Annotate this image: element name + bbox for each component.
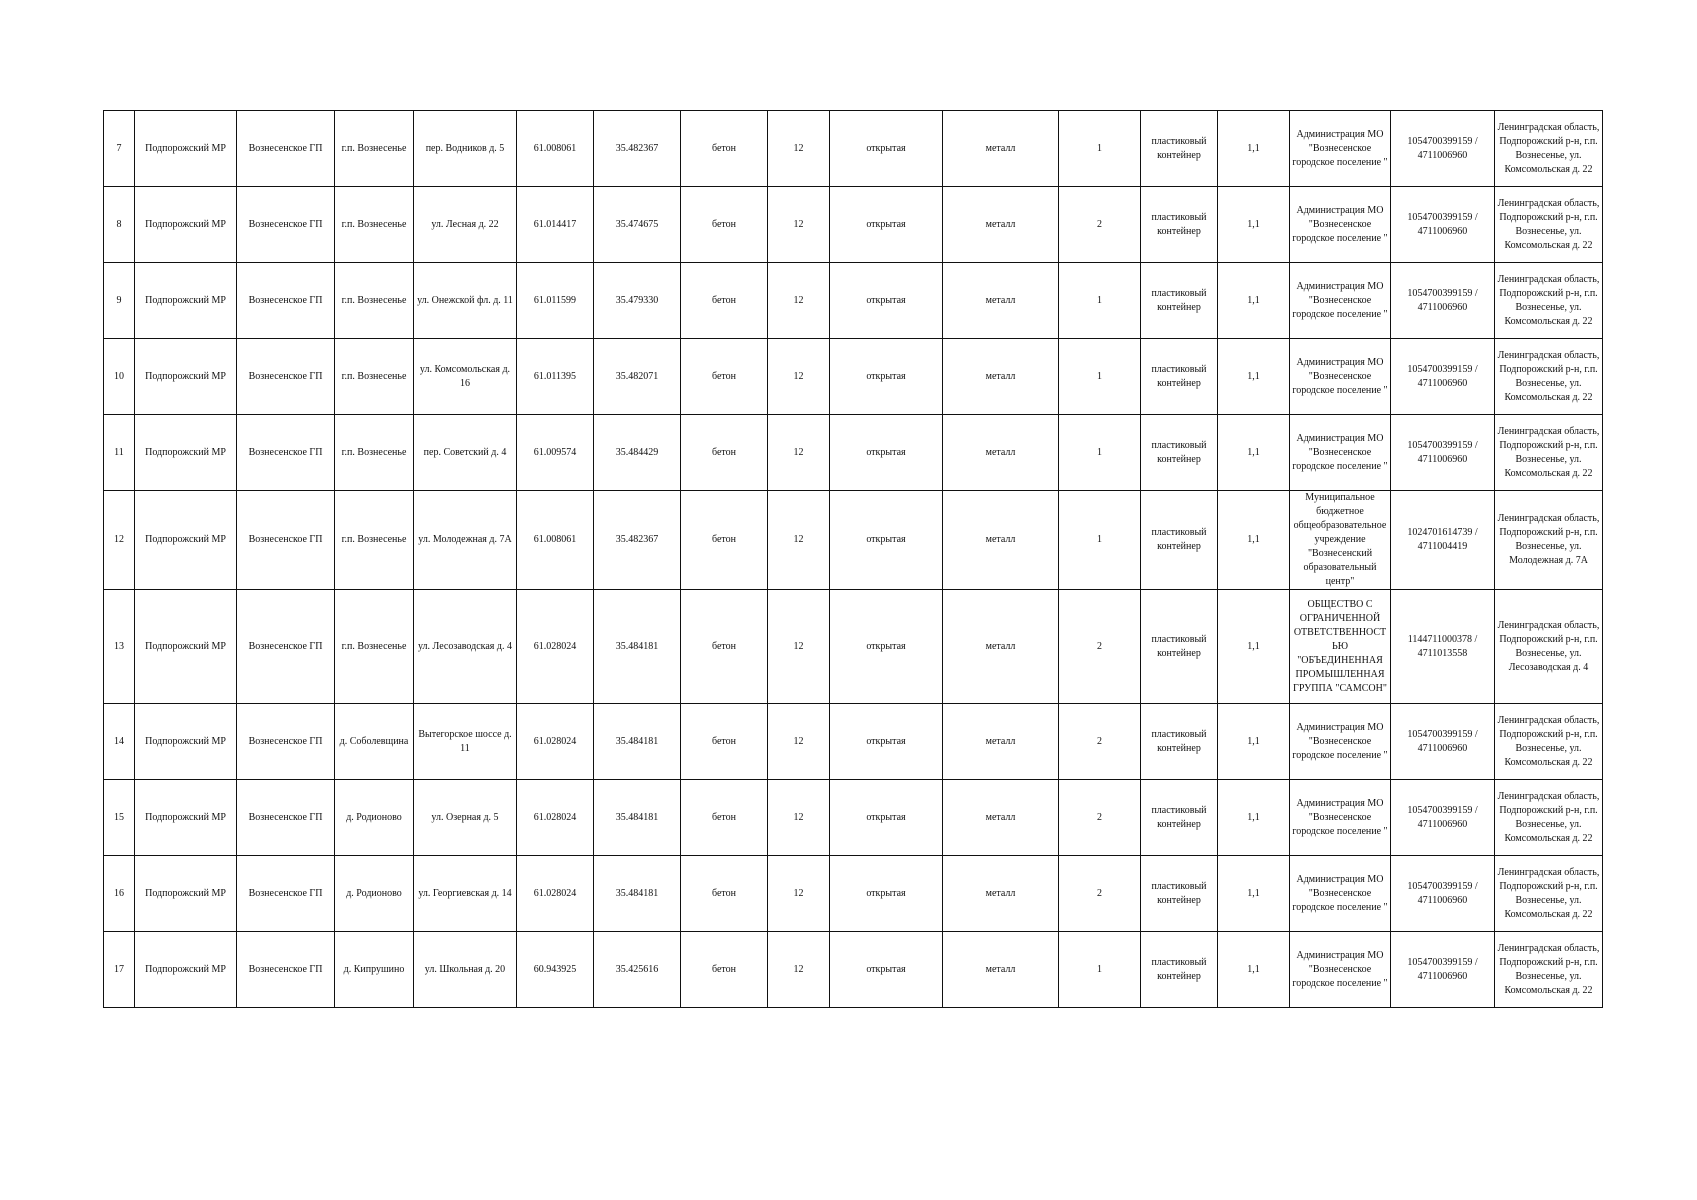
district-cell: Подпорожский МР [135,263,237,339]
longitude-cell: 35.484181 [594,704,681,780]
district-cell: Подпорожский МР [135,856,237,932]
site-type-cell: открытая [830,932,943,1008]
table-row [104,187,1603,263]
fence-cell: металл [943,415,1059,491]
longitude-cell: 35.482367 [594,111,681,187]
container-count-cell: 1 [1059,263,1141,339]
owner-cell: Администрация МО "Вознесенское городское поселение " [1290,856,1391,932]
owner-address-cell: Ленинградская область, Подпорожский р-н, г.п. Вознесенье, ул. Комсомольская д. 22 [1495,187,1603,263]
container-type-cell: пластиковый контейнер [1141,415,1218,491]
container-type-cell: пластиковый контейнер [1141,491,1218,590]
longitude-cell: 35.474675 [594,187,681,263]
table-row [104,415,1603,491]
area-cell: 12 [768,187,830,263]
container-count-cell: 1 [1059,415,1141,491]
area-cell: 12 [768,932,830,1008]
settlement-cell: Вознесенское ГП [237,263,335,339]
surface-cell: бетон [681,590,768,704]
container-count-cell: 1 [1059,111,1141,187]
site-type-cell: открытая [830,187,943,263]
table-body [104,111,1603,1008]
site-type-cell: открытая [830,491,943,590]
table-row [104,111,1603,187]
latitude-cell: 61.008061 [517,111,594,187]
address-cell: ул. Онежской фл. д. 11 [414,263,517,339]
table-row [104,704,1603,780]
locality-cell: г.п. Вознесенье [335,339,414,415]
locality-cell: г.п. Вознесенье [335,111,414,187]
longitude-cell: 35.484181 [594,590,681,704]
volume-cell: 1,1 [1218,704,1290,780]
ogrn-inn-cell: 1054700399159 / 4711006960 [1391,932,1495,1008]
fence-cell: металл [943,339,1059,415]
latitude-cell: 61.014417 [517,187,594,263]
row-number-cell: 13 [104,590,135,704]
longitude-cell: 35.479330 [594,263,681,339]
container-count-cell: 1 [1059,339,1141,415]
site-type-cell: открытая [830,704,943,780]
container-type-cell: пластиковый контейнер [1141,856,1218,932]
table-row [104,932,1603,1008]
owner-address-cell: Ленинградская область, Подпорожский р-н, г.п. Вознесенье, ул. Комсомольская д. 22 [1495,263,1603,339]
settlement-cell: Вознесенское ГП [237,111,335,187]
ogrn-inn-cell: 1144711000378 / 4711013558 [1391,590,1495,704]
table-row [104,590,1603,704]
fence-cell: металл [943,704,1059,780]
ogrn-inn-cell: 1054700399159 / 4711006960 [1391,704,1495,780]
ogrn-inn-cell: 1054700399159 / 4711006960 [1391,111,1495,187]
address-cell: ул. Школьная д. 20 [414,932,517,1008]
area-cell: 12 [768,780,830,856]
site-type-cell: открытая [830,780,943,856]
owner-address-cell: Ленинградская область, Подпорожский р-н, г.п. Вознесенье, ул. Молодежная д. 7А [1495,491,1603,590]
fence-cell: металл [943,263,1059,339]
district-cell: Подпорожский МР [135,415,237,491]
address-cell: ул. Лесная д. 22 [414,187,517,263]
address-cell: пер. Советский д. 4 [414,415,517,491]
longitude-cell: 35.482071 [594,339,681,415]
longitude-cell: 35.484181 [594,856,681,932]
fence-cell: металл [943,932,1059,1008]
locality-cell: д. Соболевщина [335,704,414,780]
row-number-cell: 11 [104,415,135,491]
site-type-cell: открытая [830,339,943,415]
row-number-cell: 10 [104,339,135,415]
table-row [104,780,1603,856]
fence-cell: металл [943,590,1059,704]
fence-cell: металл [943,780,1059,856]
settlement-cell: Вознесенское ГП [237,415,335,491]
address-cell: ул. Георгиевская д. 14 [414,856,517,932]
table-row [104,339,1603,415]
area-cell: 12 [768,704,830,780]
locality-cell: г.п. Вознесенье [335,590,414,704]
locality-cell: г.п. Вознесенье [335,491,414,590]
ogrn-inn-cell: 1054700399159 / 4711006960 [1391,339,1495,415]
container-type-cell: пластиковый контейнер [1141,111,1218,187]
owner-address-cell: Ленинградская область, Подпорожский р-н, г.п. Вознесенье, ул. Комсомольская д. 22 [1495,339,1603,415]
volume-cell: 1,1 [1218,187,1290,263]
fence-cell: металл [943,111,1059,187]
table-row [104,491,1603,590]
locality-cell: д. Родионово [335,780,414,856]
latitude-cell: 61.028024 [517,856,594,932]
site-type-cell: открытая [830,590,943,704]
latitude-cell: 61.009574 [517,415,594,491]
waste-sites-table [103,110,1603,1008]
surface-cell: бетон [681,704,768,780]
settlement-cell: Вознесенское ГП [237,339,335,415]
owner-address-cell: Ленинградская область, Подпорожский р-н, г.п. Вознесенье, ул. Лесозаводская д. 4 [1495,590,1603,704]
district-cell: Подпорожский МР [135,187,237,263]
surface-cell: бетон [681,415,768,491]
volume-cell: 1,1 [1218,339,1290,415]
fence-cell: металл [943,856,1059,932]
locality-cell: г.п. Вознесенье [335,415,414,491]
row-number-cell: 8 [104,187,135,263]
container-type-cell: пластиковый контейнер [1141,780,1218,856]
locality-cell: д. Кипрушино [335,932,414,1008]
surface-cell: бетон [681,780,768,856]
volume-cell: 1,1 [1218,856,1290,932]
area-cell: 12 [768,491,830,590]
latitude-cell: 61.028024 [517,590,594,704]
latitude-cell: 61.028024 [517,780,594,856]
settlement-cell: Вознесенское ГП [237,590,335,704]
volume-cell: 1,1 [1218,491,1290,590]
ogrn-inn-cell: 1054700399159 / 4711006960 [1391,415,1495,491]
area-cell: 12 [768,339,830,415]
container-count-cell: 1 [1059,932,1141,1008]
owner-address-cell: Ленинградская область, Подпорожский р-н, г.п. Вознесенье, ул. Комсомольская д. 22 [1495,856,1603,932]
owner-address-cell: Ленинградская область, Подпорожский р-н, г.п. Вознесенье, ул. Комсомольская д. 22 [1495,780,1603,856]
container-count-cell: 1 [1059,491,1141,590]
address-cell: пер. Водников д. 5 [414,111,517,187]
owner-cell: ОБЩЕСТВО С ОГРАНИЧЕННОЙ ОТВЕТСТВЕННОСТЬЮ "ОБЪЕДИНЕННАЯ ПРОМЫШЛЕННАЯ ГРУППА "САМСОН" [1290,590,1391,704]
settlement-cell: Вознесенское ГП [237,932,335,1008]
latitude-cell: 61.011395 [517,339,594,415]
ogrn-inn-cell: 1054700399159 / 4711006960 [1391,263,1495,339]
container-count-cell: 2 [1059,704,1141,780]
latitude-cell: 61.011599 [517,263,594,339]
longitude-cell: 35.484181 [594,780,681,856]
container-count-cell: 2 [1059,856,1141,932]
district-cell: Подпорожский МР [135,590,237,704]
surface-cell: бетон [681,187,768,263]
ogrn-inn-cell: 1024701614739 / 4711004419 [1391,491,1495,590]
fence-cell: металл [943,491,1059,590]
row-number-cell: 7 [104,111,135,187]
container-type-cell: пластиковый контейнер [1141,263,1218,339]
address-cell: ул. Молодежная д. 7А [414,491,517,590]
district-cell: Подпорожский МР [135,111,237,187]
settlement-cell: Вознесенское ГП [237,187,335,263]
owner-cell: Администрация МО "Вознесенское городское поселение " [1290,704,1391,780]
address-cell: Вытегорское шоссе д. 11 [414,704,517,780]
owner-cell: Администрация МО "Вознесенское городское поселение " [1290,263,1391,339]
district-cell: Подпорожский МР [135,704,237,780]
row-number-cell: 15 [104,780,135,856]
site-type-cell: открытая [830,856,943,932]
surface-cell: бетон [681,932,768,1008]
district-cell: Подпорожский МР [135,339,237,415]
area-cell: 12 [768,111,830,187]
ogrn-inn-cell: 1054700399159 / 4711006960 [1391,856,1495,932]
settlement-cell: Вознесенское ГП [237,780,335,856]
table-row [104,263,1603,339]
row-number-cell: 14 [104,704,135,780]
address-cell: ул. Озерная д. 5 [414,780,517,856]
volume-cell: 1,1 [1218,111,1290,187]
settlement-cell: Вознесенское ГП [237,704,335,780]
longitude-cell: 35.482367 [594,491,681,590]
fence-cell: металл [943,187,1059,263]
surface-cell: бетон [681,491,768,590]
owner-cell: Администрация МО "Вознесенское городское поселение " [1290,780,1391,856]
container-type-cell: пластиковый контейнер [1141,590,1218,704]
locality-cell: г.п. Вознесенье [335,187,414,263]
container-type-cell: пластиковый контейнер [1141,704,1218,780]
row-number-cell: 17 [104,932,135,1008]
ogrn-inn-cell: 1054700399159 / 4711006960 [1391,780,1495,856]
volume-cell: 1,1 [1218,590,1290,704]
volume-cell: 1,1 [1218,263,1290,339]
container-type-cell: пластиковый контейнер [1141,187,1218,263]
owner-address-cell: Ленинградская область, Подпорожский р-н, г.п. Вознесенье, ул. Комсомольская д. 22 [1495,111,1603,187]
owner-address-cell: Ленинградская область, Подпорожский р-н, г.п. Вознесенье, ул. Комсомольская д. 22 [1495,932,1603,1008]
ogrn-inn-cell: 1054700399159 / 4711006960 [1391,187,1495,263]
volume-cell: 1,1 [1218,932,1290,1008]
surface-cell: бетон [681,263,768,339]
container-type-cell: пластиковый контейнер [1141,339,1218,415]
owner-address-cell: Ленинградская область, Подпорожский р-н, г.п. Вознесенье, ул. Комсомольская д. 22 [1495,704,1603,780]
site-type-cell: открытая [830,415,943,491]
owner-address-cell: Ленинградская область, Подпорожский р-н, г.п. Вознесенье, ул. Комсомольская д. 22 [1495,415,1603,491]
longitude-cell: 35.425616 [594,932,681,1008]
area-cell: 12 [768,263,830,339]
locality-cell: д. Родионово [335,856,414,932]
container-count-cell: 2 [1059,590,1141,704]
row-number-cell: 16 [104,856,135,932]
district-cell: Подпорожский МР [135,932,237,1008]
site-type-cell: открытая [830,111,943,187]
area-cell: 12 [768,590,830,704]
latitude-cell: 61.028024 [517,704,594,780]
owner-cell: Администрация МО "Вознесенское городское поселение " [1290,187,1391,263]
settlement-cell: Вознесенское ГП [237,856,335,932]
area-cell: 12 [768,856,830,932]
owner-cell: Администрация МО "Вознесенское городское поселение " [1290,932,1391,1008]
owner-cell: Муниципальное бюджетное общеобразовательное учреждение "Вознесенский образовательный центр" [1290,491,1391,590]
district-cell: Подпорожский МР [135,780,237,856]
latitude-cell: 60.943925 [517,932,594,1008]
surface-cell: бетон [681,111,768,187]
owner-cell: Администрация МО "Вознесенское городское поселение " [1290,415,1391,491]
longitude-cell: 35.484429 [594,415,681,491]
locality-cell: г.п. Вознесенье [335,263,414,339]
row-number-cell: 9 [104,263,135,339]
container-count-cell: 2 [1059,187,1141,263]
owner-cell: Администрация МО "Вознесенское городское поселение " [1290,339,1391,415]
surface-cell: бетон [681,339,768,415]
site-type-cell: открытая [830,263,943,339]
surface-cell: бетон [681,856,768,932]
address-cell: ул. Лесозаводская д. 4 [414,590,517,704]
settlement-cell: Вознесенское ГП [237,491,335,590]
table-row [104,856,1603,932]
area-cell: 12 [768,415,830,491]
owner-cell: Администрация МО "Вознесенское городское поселение " [1290,111,1391,187]
container-count-cell: 2 [1059,780,1141,856]
volume-cell: 1,1 [1218,415,1290,491]
address-cell: ул. Комсомольская д. 16 [414,339,517,415]
latitude-cell: 61.008061 [517,491,594,590]
container-type-cell: пластиковый контейнер [1141,932,1218,1008]
volume-cell: 1,1 [1218,780,1290,856]
row-number-cell: 12 [104,491,135,590]
district-cell: Подпорожский МР [135,491,237,590]
